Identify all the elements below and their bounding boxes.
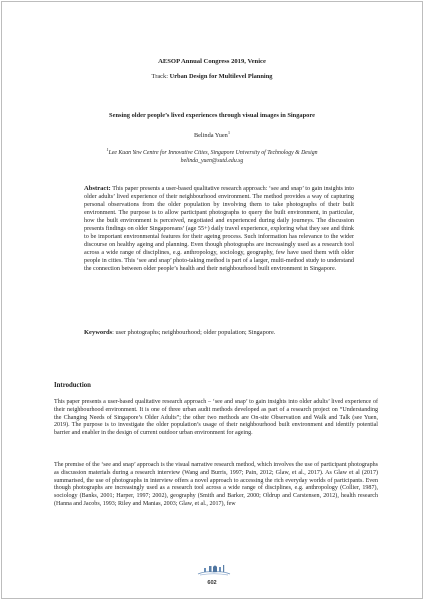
author-superscript: 1 — [227, 130, 231, 135]
track-name: Urban Design for Multilevel Planning — [169, 73, 273, 80]
affiliation-text: Lee Kuan Yew Centre for Innovative Cities, Singapore University of Technology & Design — [108, 149, 318, 156]
author-line — [2, 130, 422, 139]
abstract-label: Abstract: — [84, 185, 111, 192]
keywords-label: Keywords — [84, 329, 113, 336]
page-number: 602 — [207, 580, 217, 586]
intro-paragraph-1: This paper presents a user-based qualitative research approach – ‘see and snap’ to gain insights into older adults’ lived experience of their neighbourhood environment. It is one of three urban audit methods developed as part of a research project on “Understanding the Changing Needs of Singapore’s Older Adults”; the other two methods are On-site Observation and Walk and Talk (see Yuen, 2019). The purpose is to investigate the older population’s usage of their neighbourhood built environment and identify potential barrier and enabler in the design of current outdoor urban environment for ageing. — [54, 399, 378, 436]
intro-paragraph-2: The premise of the ‘see and snap’ approach is the visual narrative research method, which involves the use of participant photographs as discussion materials during a research interview (Wang and Burris, 1997; Pain, 2012; Glaw, et al., 2017). As Glaw et al (2017) summarised, the use of photographs in interview offers a novel approach to accessing the rich everyday worlds of participants. Even though photographs are increasingly used as a research tool across a wide range of disciplines, e.g. anthropology (Collier, 1987), sociology (Banks, 2001; Harper, 1997; 2002), geography (Smith and Barker, 2000; Oldrup and Carstensen, 2012), health research (Hanna and Jacobs, 1993; Riley and Manias, 2003; Glaw, et al., 2017), few — [54, 462, 378, 507]
author-email: belinda_yuen@sutd.edu.sg — [180, 157, 244, 164]
section-heading-introduction: Introduction — [54, 382, 91, 389]
abstract-text: This paper presents a user-based qualitative research approach: ‘see and snap’ to gain insights into older adults’ lived experience of their neighbourhood environment. The method provides a way of capturing personal observations from the older population by involving them to take photographs of their built environment. The purpose is to allow participant photographs to query the built environment, in particular, how the built environment is perceived, negotiated and experienced during daily journeys. The discussion presents findings on older Singaporeans’ (age 55+) daily travel experience, exploring what they see and think to be important environmental features for their ageing process. Such information has relevance to the wider discourse on healthy ageing and planning. Even though photographs are increasingly used as a research tool across a wide range of disciplines, e.g. anthropology, sociology, geography, few have used them with older people in cities. This ‘see and snap’ photo-taking method is part of a larger, multi-method study to understand the connection between older people’s health and their neighbourhood built environment in Singapore. — [84, 186, 354, 272]
keywords-block — [84, 329, 354, 336]
venice-skyline-icon — [196, 562, 232, 576]
keywords-text: : user photographs; neighbourhood; older population; Singapore. — [112, 329, 276, 336]
affiliation-superscript: 1 — [106, 147, 109, 152]
track-line — [2, 73, 422, 80]
affiliation-line — [2, 146, 422, 158]
congress-title: AESOP Annual Congress 2019, Venice — [158, 58, 266, 65]
paper-title: Sensing older people’s lived experiences through visual images in Singapore — [109, 112, 315, 119]
paper-page — [1, 1, 423, 599]
author-name: Belinda Yuen — [193, 132, 228, 140]
track-label: Track: — [151, 73, 168, 80]
abstract-block — [84, 185, 354, 273]
affiliation-block — [2, 146, 422, 165]
